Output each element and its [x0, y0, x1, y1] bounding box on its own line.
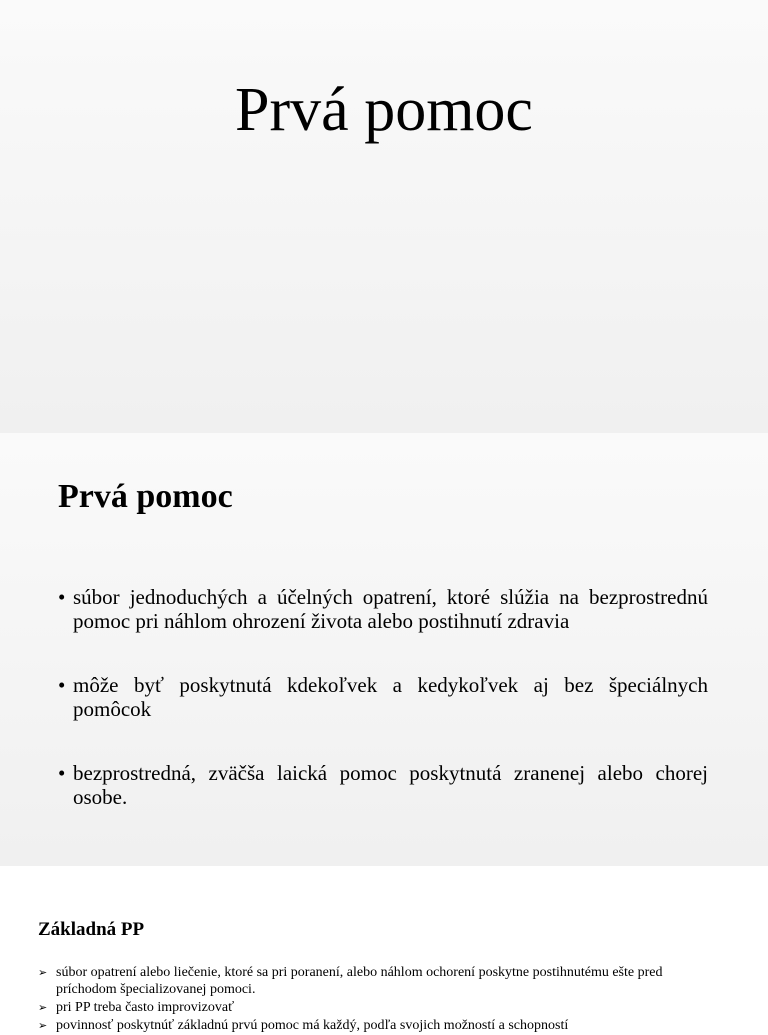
slide-title: [0, 0, 768, 433]
bullet-list: [58, 585, 708, 849]
bullet-text: môže byť poskytnutá kdekoľvek a kedykoľvek aj bez špeciálnych pomôcok: [73, 673, 708, 721]
bullet-dot-icon: •: [58, 673, 66, 697]
arrow-bullet-list: [38, 964, 718, 1035]
bullet-item: [58, 673, 708, 721]
bullet-text: súbor jednoduchých a účelných opatrení, ktoré slúžia na bezprostrednú pomoc pri náhlom ohrození života alebo postihnutí zdravia: [73, 585, 708, 633]
slide-basic-first-aid: [0, 866, 768, 1033]
bullet-text: bezprostredná, zväčša laická pomoc poskytnutá zranenej alebo chorej osobe.: [73, 761, 708, 809]
bullet-item: [38, 964, 718, 998]
slide-heading: Základná PP: [38, 919, 145, 940]
bullet-item: [38, 999, 718, 1016]
arrow-bullet-icon: ➢: [38, 1019, 48, 1032]
bullet-text: súbor opatrení alebo liečenie, ktoré sa pri poranení, alebo náhlom ochorení poskytne postihnutému ešte pred príchodom špecializovanej pomoci.: [56, 965, 663, 997]
bullet-dot-icon: •: [58, 761, 66, 785]
bullet-item: [58, 761, 708, 809]
bullet-text: povinnosť poskytnúť základnú prvú pomoc má každý, podľa svojich možností a schopností: [56, 1018, 569, 1033]
arrow-bullet-icon: ➢: [38, 966, 48, 979]
bullet-dot-icon: •: [58, 585, 66, 609]
slide-heading: Prvá pomoc: [58, 478, 233, 515]
bullet-text: pri PP treba často improvizovať: [56, 1000, 235, 1015]
arrow-bullet-icon: ➢: [38, 1001, 48, 1014]
slide-definition: [0, 433, 768, 866]
bullet-item: [58, 585, 708, 633]
bullet-item: [38, 1017, 718, 1034]
slide-title-text: Prvá pomoc: [235, 76, 533, 144]
